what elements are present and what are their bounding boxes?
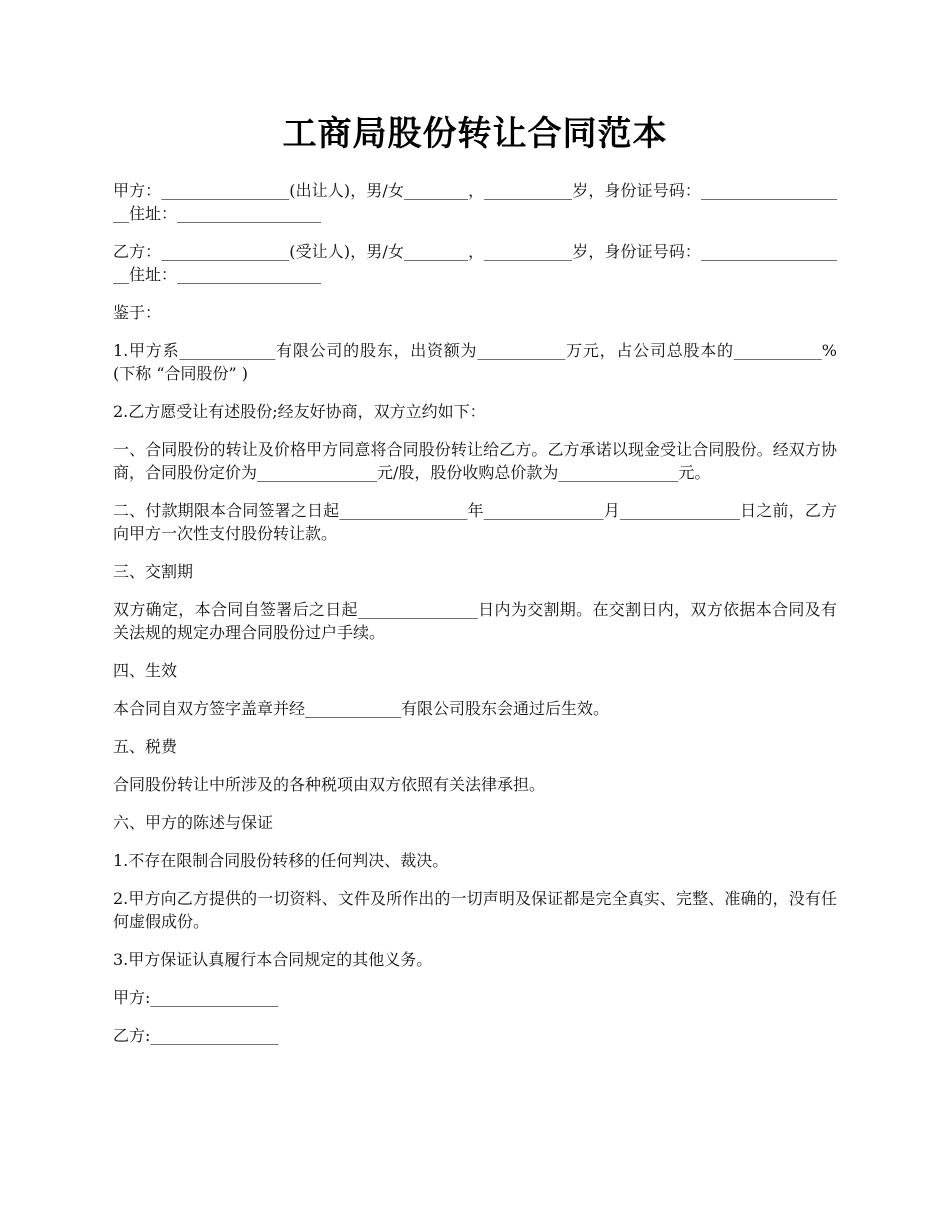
- clause-6-item-3: 3.甲方保证认真履行本合同规定的其他义务。: [113, 950, 433, 969]
- signature-party-a: 甲方:________________: [113, 988, 279, 1007]
- clause-2-payment-term: 二、付款期限本合同签署之日起________________年_______________月_______________日之前，乙方向甲方一次性支付股份转让款。: [113, 501, 837, 543]
- document-body: [113, 179, 837, 1047]
- clause-5-body: 合同股份转让中所涉及的各种税项由双方依照有关法律承担。: [113, 775, 546, 794]
- clause-6-item-2: 2.甲方向乙方提供的一切资料、文件及所作出的一切声明及保证都是完全真实、完整、准确的，没有任何虚假成份。: [113, 889, 837, 931]
- clause-4-body: 本合同自双方签字盖章并经____________有限公司股东会通过后生效。: [113, 699, 610, 718]
- clause-3-body: 双方确定，本合同自签署后之日起_______________日内为交割期。在交割日内，双方依据本合同及有关法规的规定办理合同股份过户手续。: [113, 600, 837, 642]
- party-b-info: 乙方：________________(受让人)，男/女________，___________岁，身份证号码：___________________住址：__________________: [113, 242, 837, 284]
- clause-5-heading: 五、税费: [113, 737, 178, 756]
- document-title: 工商局股份转让合同范本: [282, 114, 668, 154]
- clause-3-heading: 三、交割期: [113, 562, 194, 581]
- clause-1-transfer-price: 一、合同股份的转让及价格甲方同意将合同股份转让给乙方。乙方承诺以现金受让合同股份。经双方协商，合同股份定价为_______________元/股，股份收购总价款为_______________元。: [113, 440, 837, 482]
- clause-4-heading: 四、生效: [113, 661, 178, 680]
- whereas-heading: 鉴于：: [113, 303, 162, 322]
- whereas-item-1: 1.甲方系____________有限公司的股东，出资额为___________万元，占公司总股本的___________%(下称 “合同股份” ): [113, 341, 837, 383]
- party-a-info: 甲方：________________(出让人)，男/女________，___________岁，身份证号码：___________________住址：__________________: [113, 181, 837, 223]
- whereas-item-2: 2.乙方愿受让有述股份;经友好协商，双方立约如下：: [113, 402, 486, 421]
- clause-6-item-1: 1.不存在限制合同股份转移的任何判决、裁决。: [113, 851, 449, 870]
- clause-6-heading: 六、甲方的陈述与保证: [113, 813, 274, 832]
- signature-party-b: 乙方:________________: [113, 1026, 279, 1045]
